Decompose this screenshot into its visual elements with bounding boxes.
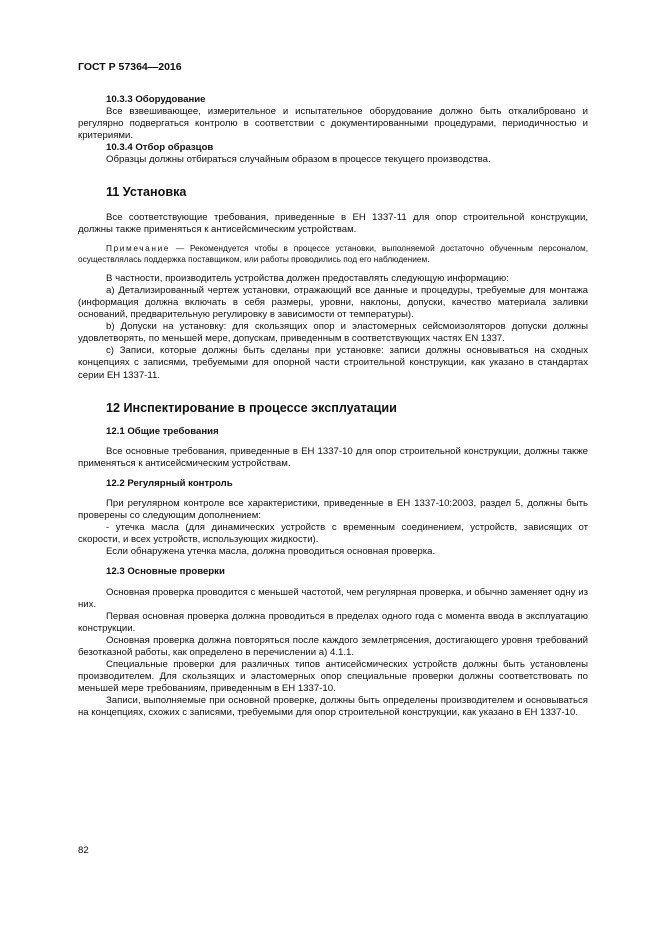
paragraph-equipment: Все взвешивающее, измерительное и испытательное оборудование должно быть откалибровано и регулярно подвергаться контролю в соответствии с документированными процедурами, периодичностью и критериями. [78,106,588,142]
heading-12-2: 12.2 Регулярный контроль [106,477,233,489]
installation-note [78,243,588,265]
paragraph-12-3-e: Записи, выполняемые при основной проверке, должны быть определены производителем и основываться на концепциях, схожих с записями, требуемыми для опор строительной конструкции, как указано в ЕН 1337-10. [78,695,588,719]
page-number: 82 [78,845,89,856]
heading-12-3: 12.3 Основные проверки [106,566,225,578]
list-item-b: b) Допуски на установку: для скользящих опор и эластомерных сейсмоизоляторов допуски должны удовлетворять, по меньшей мере, допускам, приведенным в соответствующих частях EN 1337. [78,321,588,345]
paragraph-12-3-c: Основная проверка должна повторяться после каждого землетрясения, достигающего уровня требований безотказной работы, как определено в перечислении а) 4.1.1. [78,634,588,658]
paragraph-12-3-b: Первая основная проверка должна проводиться в пределах одного года с момента ввода в эксплуатацию конструкции. [78,610,588,634]
paragraph-12-1: Все основные требования, приведенные в ЕН 1337-10 для опор строительной конструкции, должны также применяться к антисейсмическим устройствам. [78,445,588,469]
heading-section-11: 11 Установка [106,184,187,199]
list-item-oil-leak: - утечка масла (для динамических устройств с временным соединением, устройств, зависящих от скорости, и всех устройств, использующих жидкости). [78,522,588,546]
paragraph-manufacturer-info: В частности, производитель устройства должен предоставлять следующую информацию: [106,272,509,284]
note-label: Примечание [106,242,171,253]
paragraph-12-2-oil: Если обнаружена утечка масла, должна проводиться основная проверка. [106,546,436,558]
heading-12-1: 12.1 Общие требования [106,425,219,437]
paragraph-12-2: При регулярном контроле все характеристики, приведенные в ЕН 1337-10:2003, раздел 5, должны быть проверены со следующим дополнением: [78,497,588,522]
paragraph-installation-general: Все соответствующие требования, приведенные в ЕН 1337-11 для опор строительной конструкции, должны также применяться к антисейсмическим устройствам. [78,211,588,235]
heading-10-3-3: 10.3.3 Оборудование [106,94,206,105]
heading-10-3-4: 10.3.4 Отбор образцов [106,142,214,154]
paragraph-sampling: Образцы должны отбираться случайным образом в процессе текущего производства. [106,154,491,166]
document-body [78,94,588,720]
list-item-c: c) Записи, которые должны быть сделаны при установке: записи должны основываться на сходных концепциях с записями, требуемыми для опорной части строительной конструкции, как указано в стандартах серии ЕН 1337-11. [78,345,588,381]
paragraph-12-3-a: Основная проверка проводится с меньшей частотой, чем регулярная проверка, и обычно заменяет одну из них. [78,586,588,610]
list-item-a: a) Детализированный чертеж установки, отражающий все данные и процедуры, требуемые для монтажа (информация должна включать в себя размеры, уровни, наклоны, допуски, качество материала заливки оснований, предварительную регулировку в зависимости от температуры). [78,284,588,321]
note-text: — Рекомендуется чтобы в процессе установки, выполняемой достаточно обученным персоналом, осуществлялась поддержка поставщиком, или работы проводились под его наблюдением. [78,242,588,264]
document-header: ГОСТ Р 57364—2016 [78,61,182,73]
heading-section-12: 12 Инспектирование в процессе эксплуатации [106,400,397,415]
paragraph-12-3-d: Специальные проверки для различных типов антисейсмических устройств должны быть установлены производителем. Для скользящих и эластомерных опор специальные проверки должны соответствовать по меньшей мере требованиям, приведенным в ЕН 1337-10. [78,659,588,695]
